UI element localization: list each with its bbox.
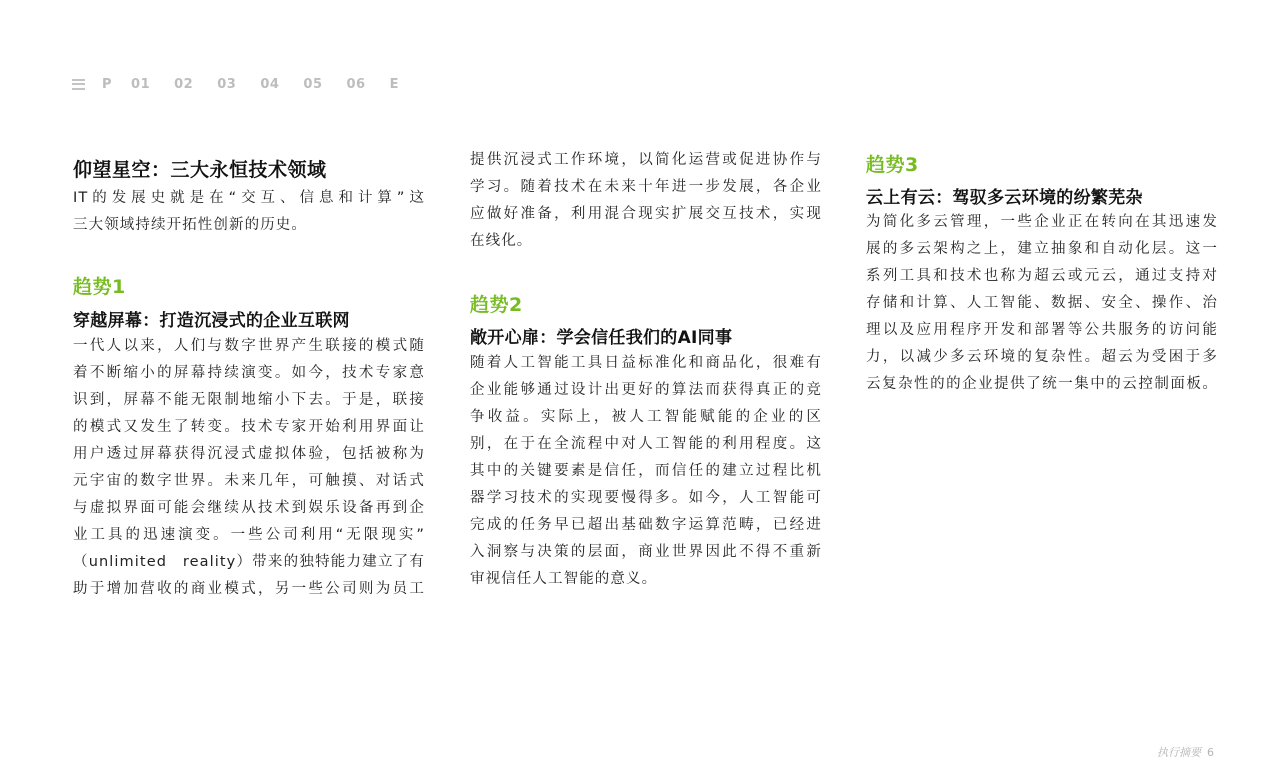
body-line: （unlimited reality）带来的独特能力建立了有 xyxy=(73,554,425,570)
trend-2-title: 敞开心扉：学会信任我们的AI同事 xyxy=(470,328,733,348)
trend-3-label: 趋势3 xyxy=(866,154,919,176)
body-line: 随着人工智能工具日益标准化和商品化，很难有 xyxy=(470,355,822,371)
trend-1-label: 趋势1 xyxy=(73,276,126,298)
body-line: 争收益。实际上，被人工智能赋能的企业的区 xyxy=(470,409,822,425)
body-line: 的模式又发生了转变。技术专家开始利用界面让 xyxy=(73,419,425,435)
body-line: 在线化。 xyxy=(470,233,533,249)
nav-item-05[interactable]: 05 xyxy=(303,76,323,92)
body-line: 助于增加营收的商业模式，另一些公司则为员工 xyxy=(73,581,425,597)
body-line: 应做好准备，利用混合现实扩展交互技术，实现 xyxy=(470,206,822,222)
body-line: 完成的任务早已超出基础数字运算范畴，已经进 xyxy=(470,517,822,533)
nav-item-01[interactable]: 01 xyxy=(131,76,151,92)
body-line: 为简化多云管理，一些企业正在转向在其迅速发 xyxy=(866,214,1218,230)
intro-line: IT的发展史就是在“交互、信息和计算”这 xyxy=(73,190,425,206)
body-line: 入洞察与决策的层面，商业世界因此不得不重新 xyxy=(470,544,822,560)
intro-line: 三大领域持续开拓性创新的历史。 xyxy=(73,217,307,233)
body-line: 提供沉浸式工作环境，以简化运营或促进协作与 xyxy=(470,152,822,168)
nav-item-04[interactable]: 04 xyxy=(260,76,280,92)
footer-section-label: 执行摘要 xyxy=(1157,746,1201,759)
body-line: 展的多云架构之上，建立抽象和自动化层。这一 xyxy=(866,241,1218,257)
section-nav xyxy=(72,74,423,94)
trend-2-body xyxy=(470,350,822,593)
body-line: 识到，屏幕不能无限制地缩小下去。于是，联接 xyxy=(73,392,425,408)
trend-1-body xyxy=(73,333,425,603)
body-line: 一代人以来，人们与数字世界产生联接的模式随 xyxy=(73,338,425,354)
body-line: 企业能够通过设计出更好的算法而获得真正的竞 xyxy=(470,382,822,398)
body-line: 审视信任人工智能的意义。 xyxy=(470,571,658,587)
body-line: 理以及应用程序开发和部署等公共服务的访问能 xyxy=(866,322,1218,338)
nav-item-06[interactable]: 06 xyxy=(346,76,366,92)
body-line: 学习。随着技术在未来十年进一步发展，各企业 xyxy=(470,179,822,195)
trend-3-title: 云上有云：驾驭多云环境的纷繁芜杂 xyxy=(866,188,1143,208)
body-line: 存储和计算、人工智能、数据、安全、操作、治 xyxy=(866,295,1218,311)
nav-item-end[interactable]: E xyxy=(389,76,399,92)
body-line: 力，以减少多云环境的复杂性。超云为受困于多 xyxy=(866,349,1218,365)
nav-item-preface[interactable]: P xyxy=(102,76,113,92)
trend-1-title: 穿越屏幕：打造沉浸式的企业互联网 xyxy=(73,311,350,331)
body-line: 与虚拟界面可能会继续从技术到娱乐设备再到企 xyxy=(73,500,425,516)
body-line: 系列工具和技术也称为超云或元云，通过支持对 xyxy=(866,268,1218,284)
page-number: 6 xyxy=(1207,746,1214,759)
body-line: 其中的关键要素是信任，而信任的建立过程比机 xyxy=(470,463,822,479)
body-line: 云复杂性的的企业提供了统一集中的云控制面板。 xyxy=(866,376,1218,392)
body-line: 业工具的迅速演变。一些公司利用“无限现实” xyxy=(73,527,425,543)
page-footer xyxy=(1157,744,1214,760)
trend-2-label: 趋势2 xyxy=(470,294,523,316)
nav-item-02[interactable]: 02 xyxy=(174,76,194,92)
body-line: 用户透过屏幕获得沉浸式虚拟体验，包括被称为 xyxy=(73,446,425,462)
body-line: 别，在于在全流程中对人工智能的利用程度。这 xyxy=(470,436,822,452)
body-line: 器学习技术的实现要慢得多。如今，人工智能可 xyxy=(470,490,822,506)
trend-3-body xyxy=(866,209,1218,398)
intro-paragraph xyxy=(73,185,425,239)
continued-paragraph xyxy=(470,147,822,255)
menu-icon[interactable] xyxy=(72,79,85,90)
page-heading: 仰望星空：三大永恒技术领域 xyxy=(73,159,327,181)
body-line: 元宇宙的数字世界。未来几年，可触摸、对话式 xyxy=(73,473,425,489)
body-line: 着不断缩小的屏幕持续演变。如今，技术专家意 xyxy=(73,365,425,381)
nav-item-03[interactable]: 03 xyxy=(217,76,237,92)
